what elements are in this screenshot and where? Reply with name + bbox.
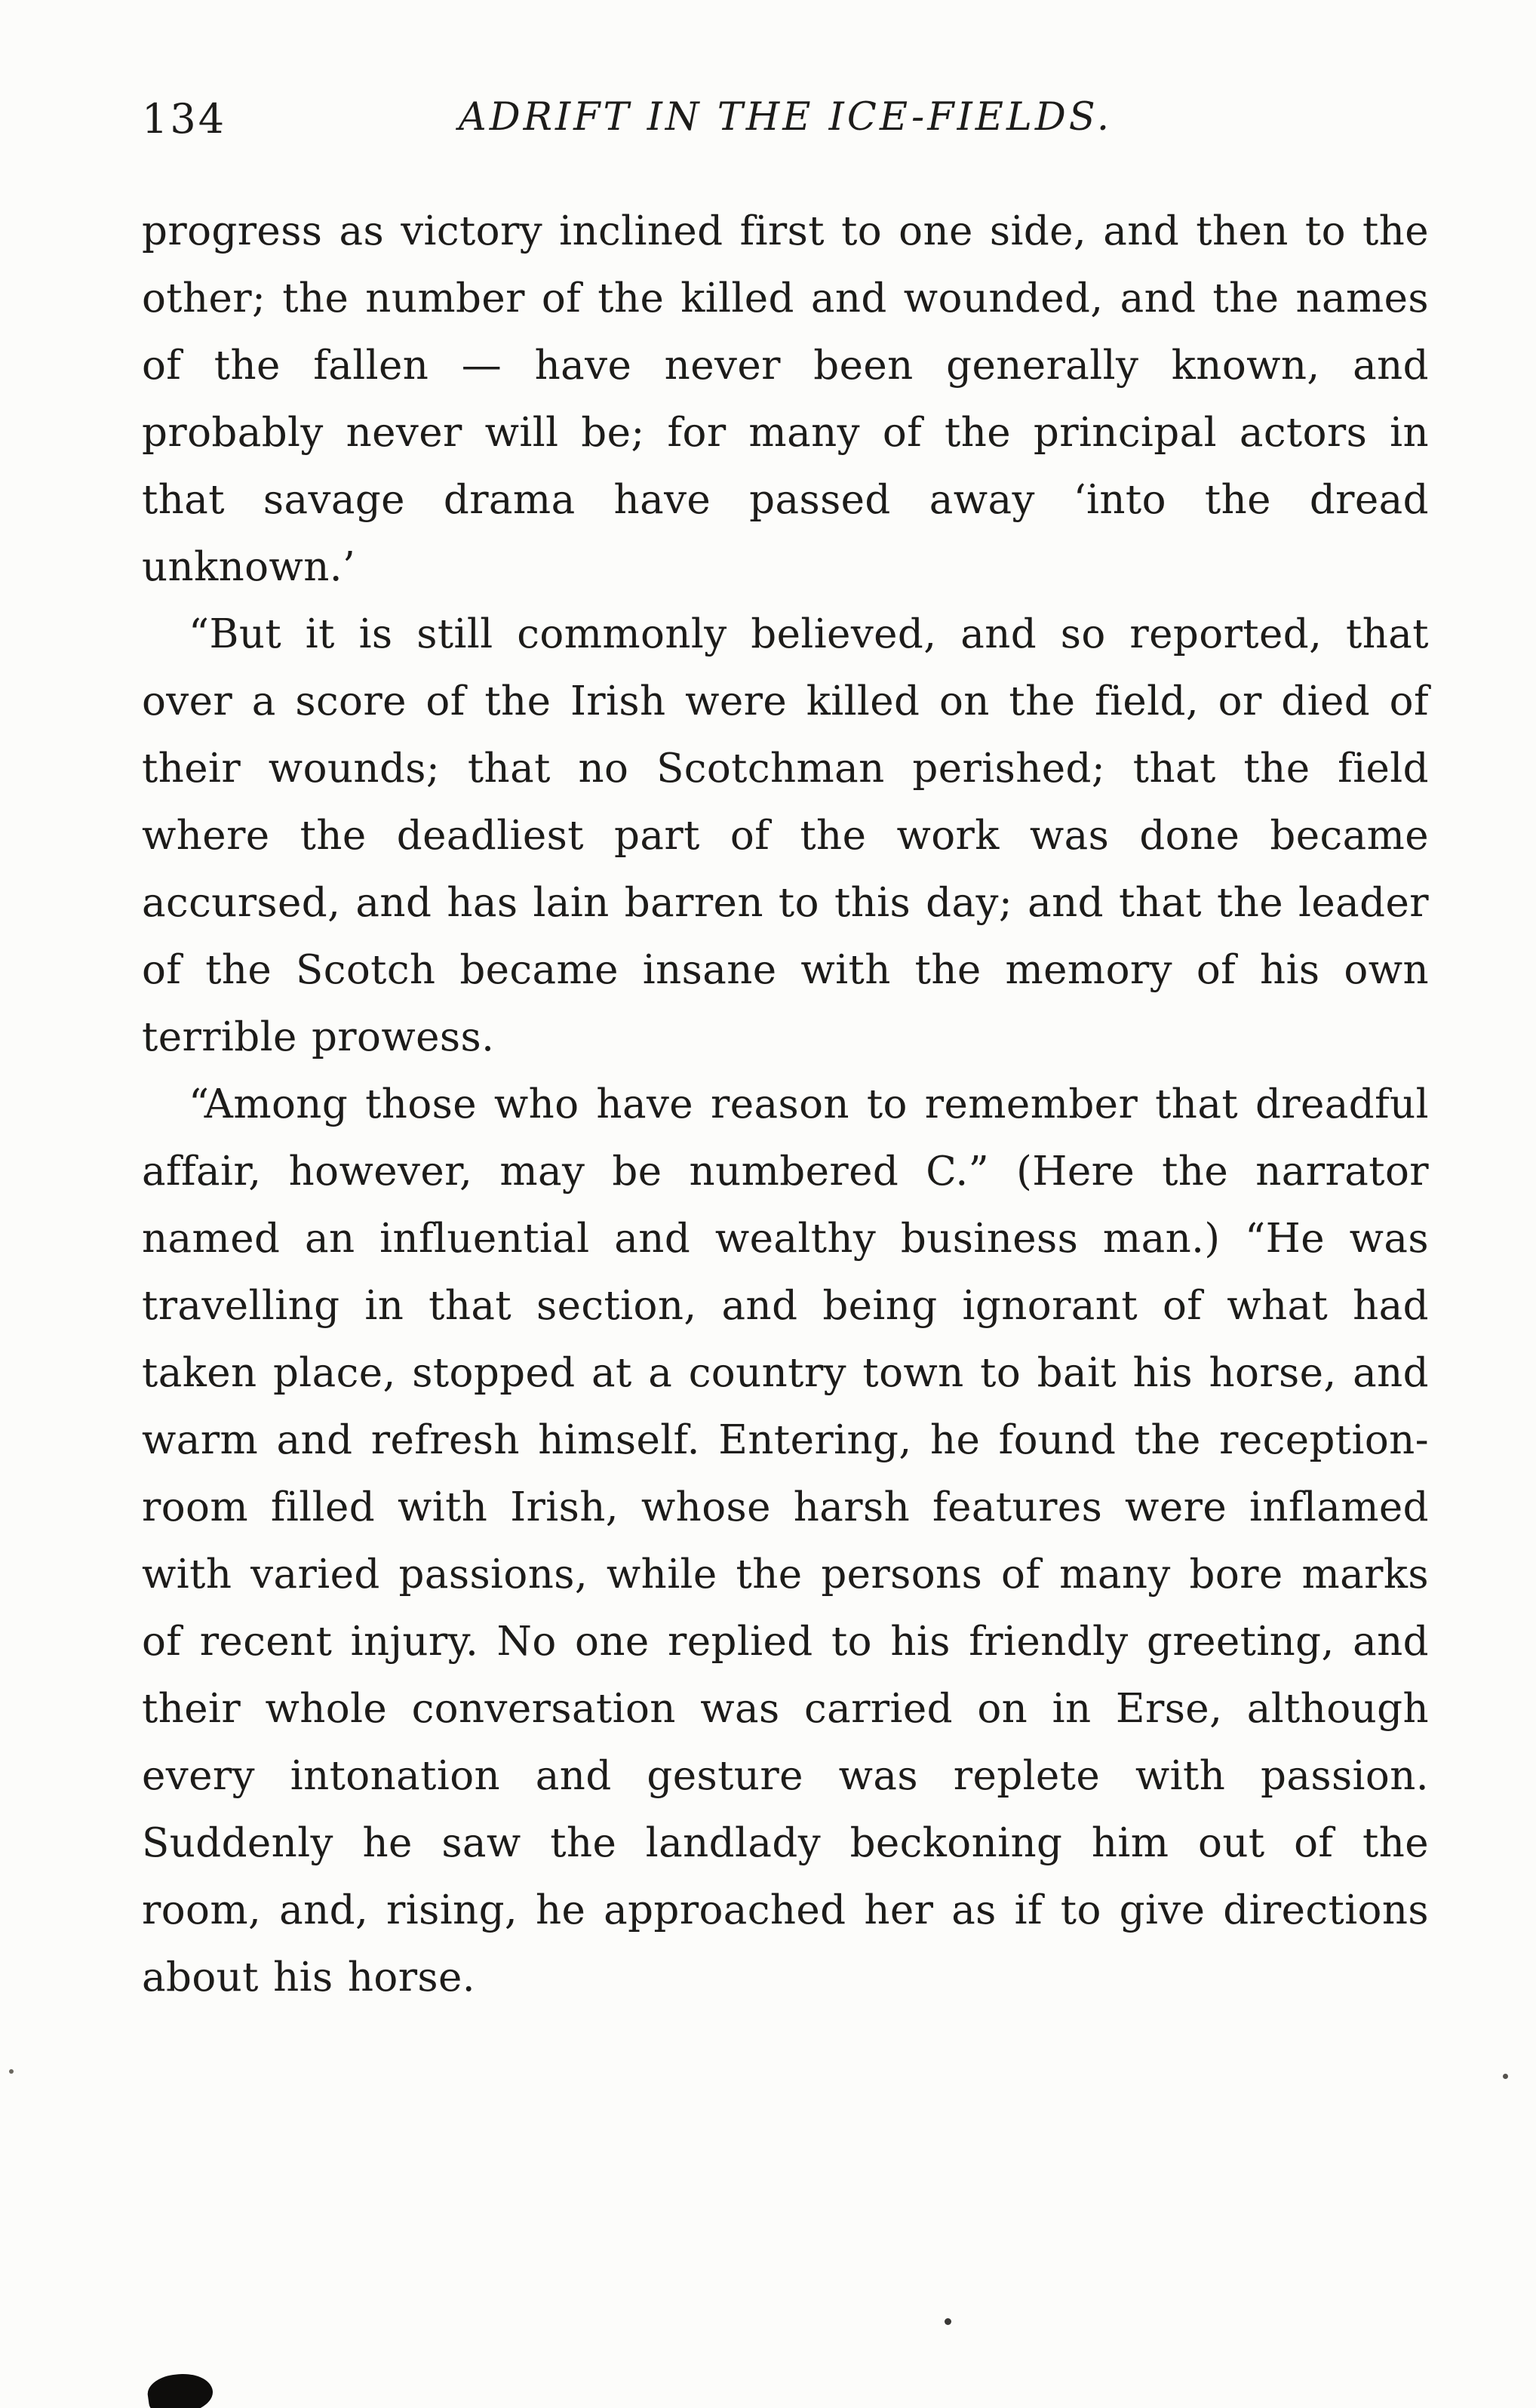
paragraph-quote-2: “Among those who have reason to remember that dreadful affair, however, may be numbered C.” (Here the narrator named an influential and wealthy business man.) “He was travelling in that section, and being ignorant of what had taken place, stopped at a country town to bait his horse, and warm and refresh himself. Entering, he found the reception-room filled with Irish, whose harsh features were inflamed with varied passions, while the persons of many bore marks of recent injury. No one replied to his friendly greeting, and their whole conversation was carried on in Erse, although every intonation and gesture was replete with passion. Suddenly he saw the landlady beckoning him out of the room, and, rising, he approached her as if to give directions about his horse. bbox=[142, 1081, 1429, 2001]
paragraph-quote-1: “But it is still commonly believed, and so reported, that over a score of the Irish were killed on the field, or died of their wounds; that no Scotchman perished; that the field where the deadliest part of the work was done became accursed, and has lain barren to this day; and that the leader of the Scotch became insane with the memory of his own terrible prowess. bbox=[142, 611, 1429, 1060]
paragraph-continuation: progress as victory inclined first to one side, and then to the other; the number of the killed and wounded, and the names of the fallen — have never been generally known, and probably never will be; for many of the principal actors in that savage drama have passed away ‘into the dread unknown.’ bbox=[142, 208, 1429, 590]
running-header bbox=[142, 89, 1429, 178]
scan-speck bbox=[9, 2069, 14, 2074]
ink-blot-artifact bbox=[146, 2370, 215, 2408]
scan-speck bbox=[1503, 2074, 1508, 2079]
running-title: ADRIFT IN THE ICE-FIELDS. bbox=[458, 95, 1113, 140]
body-text-block bbox=[142, 198, 1429, 2011]
page-number: 134 bbox=[142, 95, 227, 143]
scan-speck bbox=[945, 2318, 951, 2325]
